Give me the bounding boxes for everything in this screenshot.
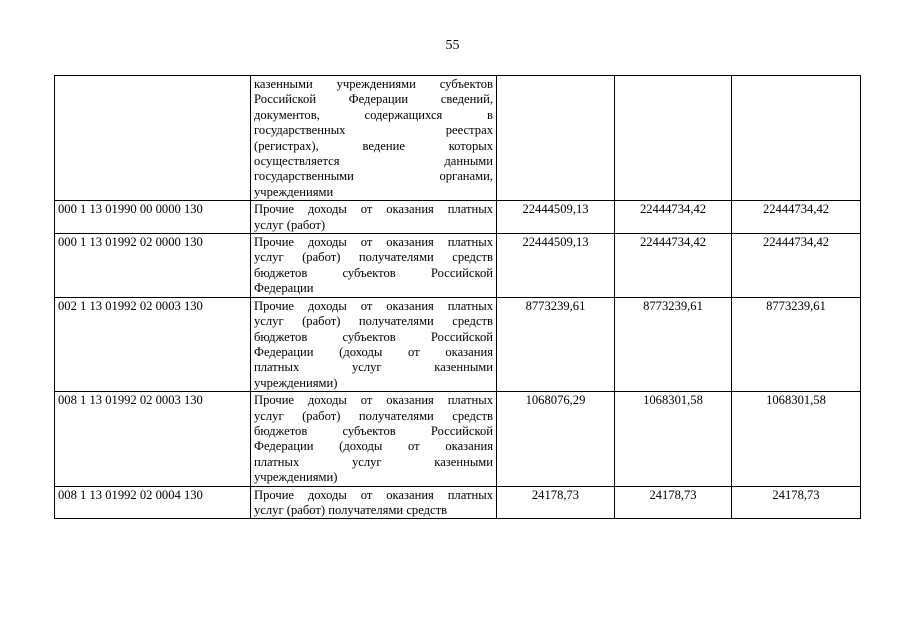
revenue-name-line: Прочие доходы от оказания платных xyxy=(254,202,493,217)
revenue-name-line: казенными учреждениями субъектов xyxy=(254,77,493,91)
table-body xyxy=(55,76,861,519)
revenue-name-line: осуществляется данными xyxy=(254,154,493,169)
amount-year-2-cell: 22444734,42 xyxy=(615,201,732,234)
amount-year-3-cell: 8773239,61 xyxy=(732,297,861,391)
amount-year-2-cell: 8773239,61 xyxy=(615,297,732,391)
amount-year-1-cell: 22444509,13 xyxy=(497,234,615,298)
budget-revenue-table xyxy=(54,75,861,519)
table-row xyxy=(55,234,861,298)
revenue-name-line: Прочие доходы от оказания платных xyxy=(254,393,493,408)
revenue-name-cell xyxy=(251,392,497,486)
revenue-name-line: Прочие доходы от оказания платных xyxy=(254,235,493,250)
revenue-name-line: Федерации (доходы от оказания xyxy=(254,439,493,454)
revenue-name-cell xyxy=(251,76,497,201)
revenue-code-cell: 000 1 13 01992 02 0000 130 xyxy=(55,234,251,298)
amount-year-2-cell: 1068301,58 xyxy=(615,392,732,486)
revenue-name-line: Федерации (доходы от оказания xyxy=(254,344,493,359)
amount-year-3-cell: 24178,73 xyxy=(732,486,861,519)
revenue-name-line: Российской Федерации сведений, xyxy=(254,92,493,107)
revenue-name-line: платных услуг казенными xyxy=(254,454,493,469)
table-row xyxy=(55,201,861,234)
revenue-code-cell: 008 1 13 01992 02 0003 130 xyxy=(55,392,251,486)
table-row xyxy=(55,76,861,201)
revenue-code-cell xyxy=(55,76,251,201)
revenue-name-line: (регистрах), ведение которых xyxy=(254,138,493,153)
amount-year-1-cell: 24178,73 xyxy=(497,486,615,519)
revenue-name-line: бюджетов субъектов Российской xyxy=(254,265,493,280)
amount-year-3-cell: 22444734,42 xyxy=(732,201,861,234)
revenue-name-cell xyxy=(251,234,497,298)
table-row xyxy=(55,486,861,519)
revenue-name-line: бюджетов субъектов Российской xyxy=(254,423,493,438)
amount-year-1-cell: 22444509,13 xyxy=(497,201,615,234)
table-row xyxy=(55,297,861,391)
revenue-code-cell: 002 1 13 01992 02 0003 130 xyxy=(55,297,251,391)
amount-year-3-cell: 22444734,42 xyxy=(732,234,861,298)
revenue-name-line: Федерации xyxy=(254,281,314,296)
amount-year-2-cell xyxy=(615,76,732,201)
revenue-name-line: учреждениями) xyxy=(254,375,338,390)
revenue-name-line: учреждениями) xyxy=(254,470,338,485)
page-number: 55 xyxy=(445,38,460,53)
revenue-name-line: бюджетов субъектов Российской xyxy=(254,329,493,344)
revenue-name-cell xyxy=(251,486,497,519)
revenue-name-line: государственными органами, xyxy=(254,169,493,184)
revenue-name-line: услуг (работ) получателями средств xyxy=(254,250,493,265)
amount-year-2-cell: 24178,73 xyxy=(615,486,732,519)
revenue-name-line: документов, содержащихся в xyxy=(254,107,493,122)
amount-year-3-cell: 1068301,58 xyxy=(732,392,861,486)
revenue-name-line: услуг (работ) получателями средств xyxy=(254,314,493,329)
revenue-name-line: Прочие доходы от оказания платных xyxy=(254,298,493,313)
revenue-name-line: услуг (работ) получателями средств xyxy=(254,408,493,423)
revenue-name-line: услуг (работ) получателями средств xyxy=(254,502,448,517)
amount-year-3-cell xyxy=(732,76,861,201)
amount-year-2-cell: 22444734,42 xyxy=(615,234,732,298)
revenue-name-line: учреждениями xyxy=(254,184,334,199)
revenue-code-cell: 008 1 13 01992 02 0004 130 xyxy=(55,486,251,519)
amount-year-1-cell xyxy=(497,76,615,201)
amount-year-1-cell: 1068076,29 xyxy=(497,392,615,486)
revenue-name-line: государственных реестрах xyxy=(254,123,493,138)
revenue-name-line: платных услуг казенными xyxy=(254,360,493,375)
revenue-code-cell: 000 1 13 01990 00 0000 130 xyxy=(55,201,251,234)
amount-year-1-cell: 8773239,61 xyxy=(497,297,615,391)
table-row xyxy=(55,392,861,486)
revenue-name-cell xyxy=(251,201,497,234)
revenue-name-line: услуг (работ) xyxy=(254,217,326,232)
revenue-name-line: Прочие доходы от оказания платных xyxy=(254,487,493,502)
revenue-name-cell xyxy=(251,297,497,391)
